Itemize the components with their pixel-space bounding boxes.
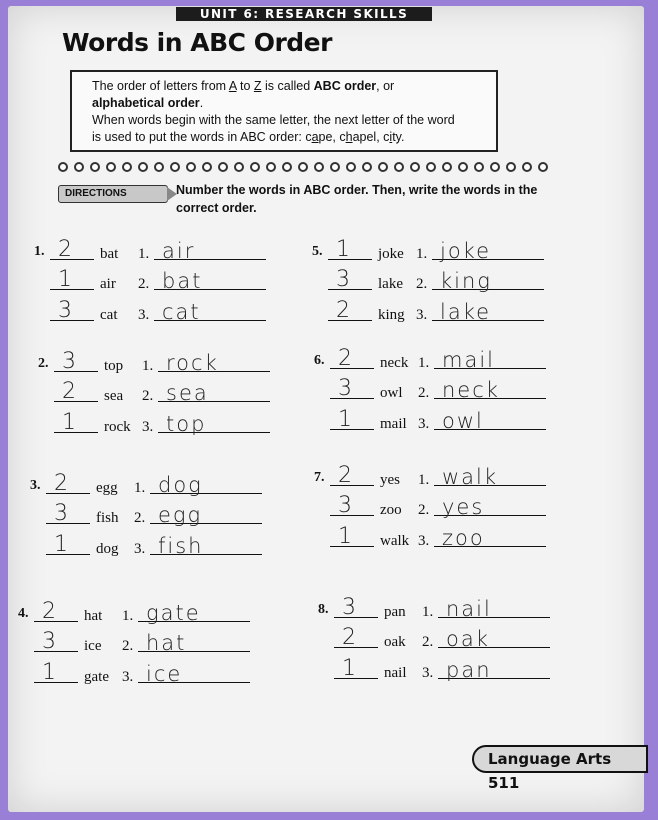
- exercise-row: [34, 598, 284, 628]
- border-dot: [250, 162, 260, 172]
- answer-index: 1.: [422, 604, 434, 620]
- border-dot: [474, 162, 484, 172]
- word-to-sort: top: [104, 358, 124, 374]
- border-dot: [410, 162, 420, 172]
- border-dot: [266, 162, 276, 172]
- border-dot: [362, 162, 372, 172]
- number-blank[interactable]: [330, 368, 374, 369]
- answer-index: 3.: [122, 669, 134, 685]
- definition-line-1: The order of letters from A to Z is called ABC order, or: [92, 79, 395, 93]
- number-blank[interactable]: [46, 554, 90, 555]
- handwritten-order-number: 2: [54, 471, 68, 496]
- word-to-sort: gate: [84, 669, 109, 685]
- exercise-row: [330, 492, 580, 522]
- handwritten-order-number: 2: [62, 379, 76, 404]
- answer-index: 1.: [418, 472, 430, 488]
- border-dot: [170, 162, 180, 172]
- handwritten-order-number: 1: [42, 660, 56, 685]
- border-dot: [234, 162, 244, 172]
- word-to-sort: walk: [380, 533, 410, 549]
- exercise-number: 4.: [18, 606, 29, 621]
- exercise-number: 5.: [312, 244, 323, 259]
- number-blank[interactable]: [34, 682, 78, 683]
- border-dot: [506, 162, 516, 172]
- answer-index: 3.: [134, 541, 146, 557]
- example-chapel: chapel: [339, 130, 377, 144]
- handwritten-order-number: 3: [338, 493, 352, 518]
- word-to-sort: air: [100, 276, 116, 292]
- exercise-row: [328, 266, 578, 296]
- answer-index: 1.: [416, 246, 428, 262]
- handwritten-answer: nail: [446, 597, 492, 621]
- word-to-sort: neck: [380, 355, 409, 371]
- unit-banner: UNIT 6: RESEARCH SKILLS: [176, 7, 432, 21]
- answer-index: 2.: [138, 276, 150, 292]
- exercise-row: [46, 470, 296, 500]
- word-to-sort: fish: [96, 510, 119, 526]
- handwritten-answer: dog: [158, 473, 203, 497]
- exercise-row: [34, 628, 284, 658]
- border-dot: [74, 162, 84, 172]
- handwritten-answer: top: [166, 412, 207, 436]
- page-footer-badge: Language Arts 511: [472, 745, 648, 773]
- answer-index: 3.: [142, 419, 154, 435]
- exercise-row: [330, 462, 580, 492]
- answer-index: 1.: [134, 480, 146, 496]
- handwritten-order-number: 2: [342, 625, 356, 650]
- border-dot: [90, 162, 100, 172]
- exercise-row: [328, 297, 578, 327]
- handwritten-answer: king: [440, 269, 492, 293]
- handwritten-answer: pan: [446, 658, 492, 682]
- border-dot: [522, 162, 532, 172]
- handwritten-order-number: 2: [338, 346, 352, 371]
- exercise-row: [46, 500, 296, 530]
- word-to-sort: dog: [96, 541, 119, 557]
- number-blank[interactable]: [334, 617, 378, 618]
- handwritten-order-number: 2: [336, 298, 350, 323]
- definition-box: [70, 70, 498, 152]
- handwritten-answer: mail: [442, 348, 495, 372]
- number-blank[interactable]: [50, 289, 94, 290]
- handwritten-answer: hat: [146, 631, 187, 655]
- exercise-row: [328, 236, 578, 266]
- handwritten-answer: joke: [440, 239, 492, 263]
- handwritten-order-number: 1: [342, 656, 356, 681]
- handwritten-order-number: 1: [62, 410, 76, 435]
- answer-index: 1.: [418, 355, 430, 371]
- border-dot: [58, 162, 68, 172]
- exercise-row: [50, 266, 300, 296]
- word-to-sort: hat: [84, 608, 103, 624]
- word-to-sort: king: [378, 307, 405, 323]
- number-blank[interactable]: [330, 398, 374, 399]
- definition-line-3: When words begin with the same letter, the next letter of the word: [92, 113, 455, 127]
- exercise-number: 3.: [30, 478, 41, 493]
- handwritten-order-number: 2: [338, 463, 352, 488]
- exercise-row: [54, 348, 304, 378]
- handwritten-answer: lake: [440, 300, 492, 324]
- exercise-row: [50, 236, 300, 266]
- handwritten-answer: walk: [442, 465, 499, 489]
- word-to-sort: owl: [380, 385, 403, 401]
- handwritten-answer: sea: [166, 381, 209, 405]
- border-dot: [282, 162, 292, 172]
- example-cape: cape: [305, 130, 333, 144]
- number-blank[interactable]: [54, 371, 98, 372]
- number-blank[interactable]: [328, 259, 372, 260]
- exercise-row: [54, 409, 304, 439]
- exercise-row: [330, 345, 580, 375]
- number-blank[interactable]: [328, 289, 372, 290]
- example-city: city: [383, 130, 401, 144]
- handwritten-order-number: 3: [62, 349, 76, 374]
- border-dot: [138, 162, 148, 172]
- word-to-sort: ice: [84, 638, 102, 654]
- exercise-number: 1.: [34, 244, 45, 259]
- handwritten-order-number: 1: [338, 524, 352, 549]
- number-blank[interactable]: [46, 523, 90, 524]
- border-dot: [218, 162, 228, 172]
- number-blank[interactable]: [50, 259, 94, 260]
- handwritten-answer: owl: [442, 409, 484, 433]
- exercise-row: [330, 523, 580, 553]
- number-blank[interactable]: [50, 320, 94, 321]
- border-dot: [442, 162, 452, 172]
- handwritten-order-number: 1: [338, 407, 352, 432]
- word-to-sort: mail: [380, 416, 407, 432]
- answer-index: 2.: [416, 276, 428, 292]
- exercise-row: [330, 406, 580, 436]
- border-dot: [330, 162, 340, 172]
- handwritten-order-number: 1: [54, 532, 68, 557]
- answer-index: 3.: [416, 307, 428, 323]
- word-to-sort: nail: [384, 665, 407, 681]
- answer-index: 2.: [134, 510, 146, 526]
- word-to-sort: joke: [378, 246, 404, 262]
- handwritten-answer: rock: [166, 351, 219, 375]
- decorative-dot-border: [58, 162, 548, 174]
- number-blank[interactable]: [334, 678, 378, 679]
- border-dot: [458, 162, 468, 172]
- border-dot: [538, 162, 548, 172]
- handwritten-answer: yes: [442, 495, 485, 519]
- number-blank[interactable]: [330, 429, 374, 430]
- exercise-number: 6.: [314, 353, 325, 368]
- number-blank[interactable]: [334, 647, 378, 648]
- number-blank[interactable]: [34, 651, 78, 652]
- handwritten-answer: gate: [146, 601, 201, 625]
- answer-index: 1.: [122, 608, 134, 624]
- definition-line-4: is used to put the words in ABC order: cape, chapel, city.: [92, 130, 405, 144]
- answer-index: 3.: [418, 416, 430, 432]
- exercise-number: 8.: [318, 602, 329, 617]
- handwritten-order-number: 3: [342, 595, 356, 620]
- number-blank[interactable]: [330, 515, 374, 516]
- exercise-row: [54, 378, 304, 408]
- answer-index: 2.: [122, 638, 134, 654]
- exercise-row: [334, 655, 584, 685]
- handwritten-order-number: 2: [42, 599, 56, 624]
- directions-text: Number the words in ABC order. Then, write the words in the correct order.: [176, 183, 538, 215]
- border-dot: [378, 162, 388, 172]
- word-to-sort: pan: [384, 604, 406, 620]
- number-blank[interactable]: [46, 493, 90, 494]
- handwritten-answer: neck: [442, 378, 500, 402]
- border-dot: [314, 162, 324, 172]
- handwritten-answer: cat: [162, 300, 201, 324]
- handwritten-answer: fish: [158, 534, 204, 558]
- handwritten-order-number: 2: [58, 237, 72, 262]
- answer-index: 3.: [138, 307, 150, 323]
- border-dot: [122, 162, 132, 172]
- word-to-sort: egg: [96, 480, 118, 496]
- handwritten-order-number: 1: [336, 237, 350, 262]
- handwritten-answer: oak: [446, 627, 490, 651]
- handwritten-order-number: 3: [54, 501, 68, 526]
- handwritten-order-number: 3: [338, 376, 352, 401]
- directions-pencil-label: DIRECTIONS: [58, 185, 168, 203]
- word-to-sort: cat: [100, 307, 118, 323]
- page-title: Words in ABC Order: [62, 28, 332, 57]
- handwritten-order-number: 3: [336, 267, 350, 292]
- handwritten-order-number: 3: [58, 298, 72, 323]
- border-dot: [298, 162, 308, 172]
- exercise-row: [34, 659, 284, 689]
- number-blank[interactable]: [54, 401, 98, 402]
- word-to-sort: bat: [100, 246, 119, 262]
- exercise-row: [50, 297, 300, 327]
- word-to-sort: sea: [104, 388, 124, 404]
- exercise-row: [334, 624, 584, 654]
- answer-index: 3.: [422, 665, 434, 681]
- border-dot: [154, 162, 164, 172]
- word-to-sort: yes: [380, 472, 400, 488]
- border-dot: [394, 162, 404, 172]
- border-dot: [346, 162, 356, 172]
- answer-index: 2.: [418, 502, 430, 518]
- border-dot: [106, 162, 116, 172]
- handwritten-answer: air: [162, 239, 196, 263]
- handwritten-answer: ice: [146, 662, 183, 686]
- exercise-row: [330, 375, 580, 405]
- border-dot: [490, 162, 500, 172]
- number-blank[interactable]: [34, 621, 78, 622]
- word-to-sort: lake: [378, 276, 403, 292]
- answer-index: 2.: [142, 388, 154, 404]
- answer-index: 1.: [138, 246, 150, 262]
- handwritten-answer: bat: [162, 269, 203, 293]
- word-to-sort: oak: [384, 634, 406, 650]
- handwritten-answer: zoo: [442, 526, 485, 550]
- answer-index: 1.: [142, 358, 154, 374]
- exercise-row: [46, 531, 296, 561]
- number-blank[interactable]: [328, 320, 372, 321]
- answer-index: 2.: [422, 634, 434, 650]
- number-blank[interactable]: [54, 432, 98, 433]
- answer-index: 2.: [418, 385, 430, 401]
- border-dot: [426, 162, 436, 172]
- exercise-row: [334, 594, 584, 624]
- handwritten-answer: egg: [158, 503, 203, 527]
- exercise-number: 7.: [314, 470, 325, 485]
- definition-line-2: alphabetical order.: [92, 96, 204, 110]
- handwritten-order-number: 1: [58, 267, 72, 292]
- handwritten-order-number: 3: [42, 629, 56, 654]
- border-dot: [202, 162, 212, 172]
- word-to-sort: zoo: [380, 502, 402, 518]
- number-blank[interactable]: [330, 485, 374, 486]
- number-blank[interactable]: [330, 546, 374, 547]
- exercise-number: 2.: [38, 356, 49, 371]
- word-to-sort: rock: [104, 419, 131, 435]
- answer-index: 3.: [418, 533, 430, 549]
- border-dot: [186, 162, 196, 172]
